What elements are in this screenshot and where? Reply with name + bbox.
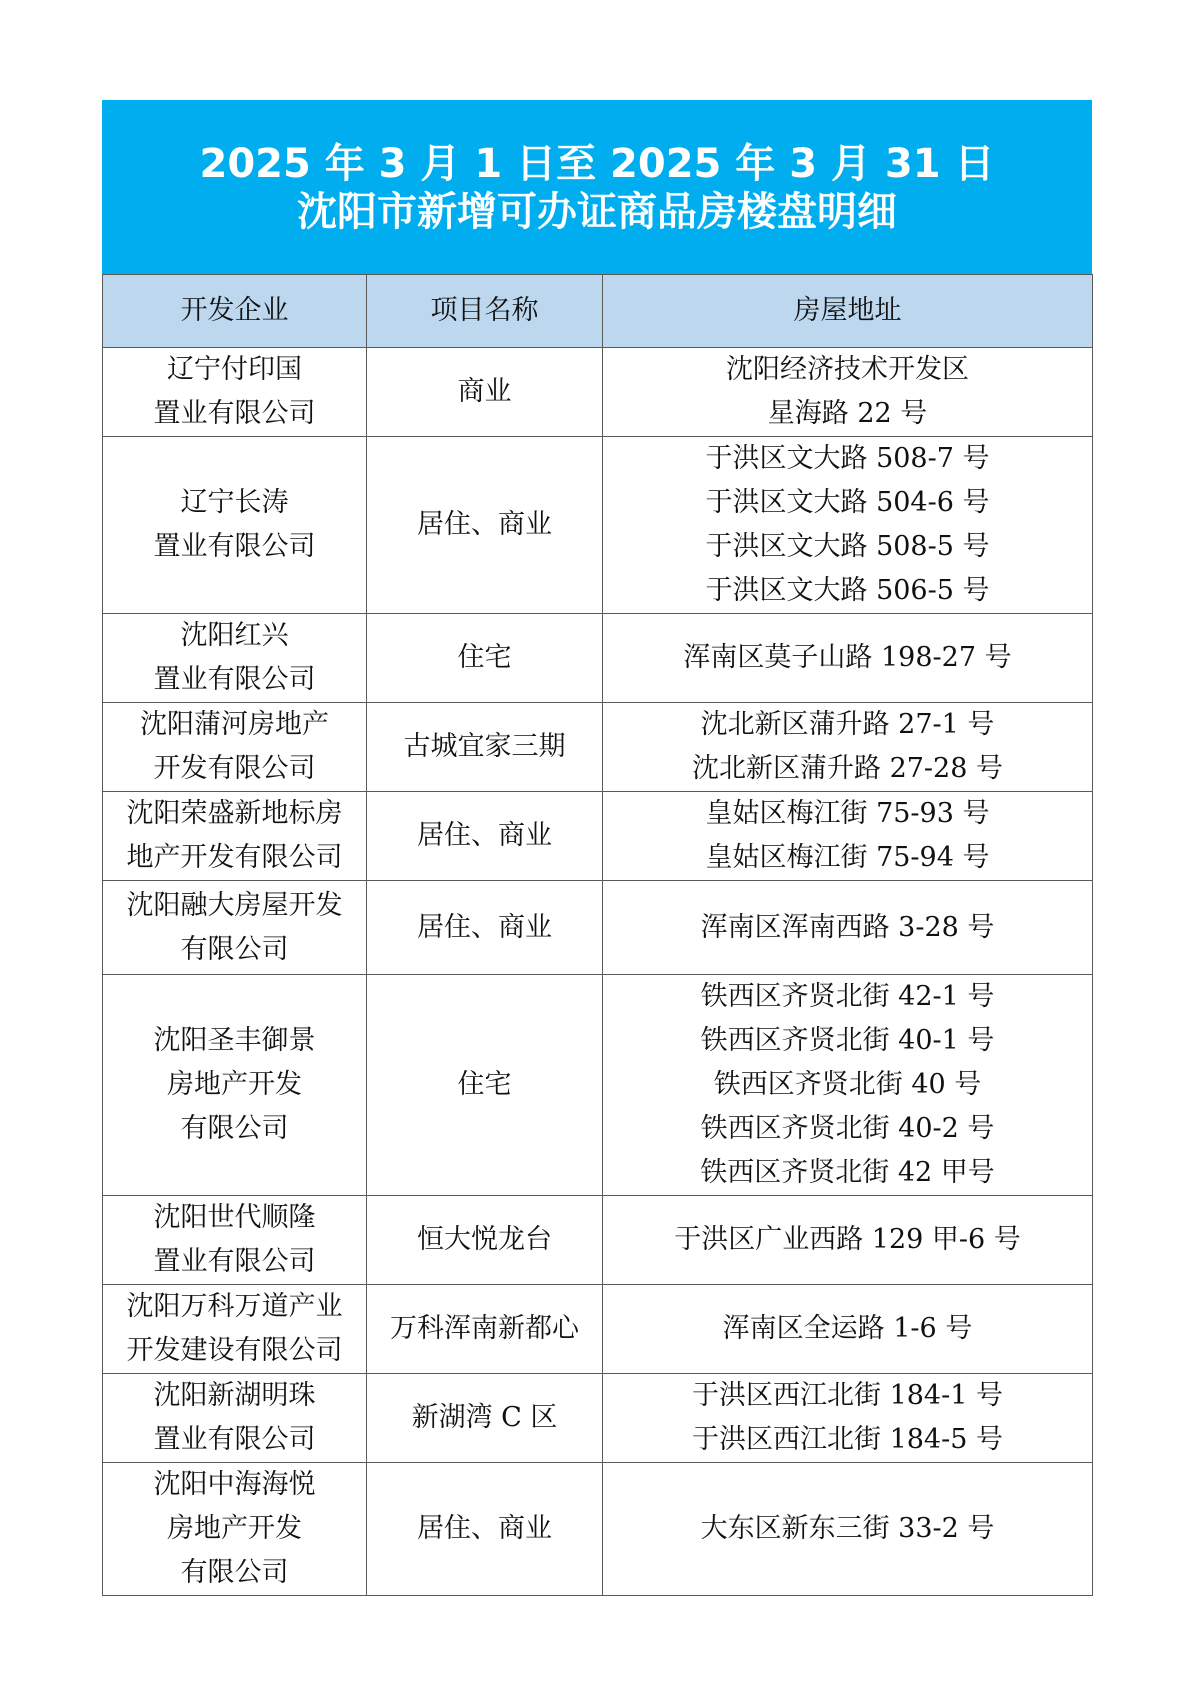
address-line: 于洪区文大路 508-7 号 (705, 443, 990, 474)
developer-cell (103, 792, 367, 881)
project-cell (367, 437, 603, 614)
developer-line: 沈阳圣丰御景 (153, 1025, 316, 1056)
project-line: 居住、商业 (417, 911, 552, 943)
address-line: 于洪区西江北街 184-1 号 (691, 1380, 1003, 1411)
address-cell (603, 614, 1093, 703)
developer-line: 置业有限公司 (153, 1246, 316, 1277)
header-row (103, 275, 1093, 348)
address-line: 铁西区齐贤北街 40-1 号 (700, 1025, 995, 1056)
address-line: 浑南区全运路 1-6 号 (722, 1313, 973, 1344)
header-address: 房屋地址 (603, 275, 1093, 348)
address-cell (603, 437, 1093, 614)
address-line: 皇姑区梅江街 75-93 号 (705, 798, 990, 829)
developer-cell (103, 1196, 367, 1285)
project-line: 商业 (457, 376, 512, 407)
table-body (103, 348, 1093, 1596)
address-line: 沈北新区蒲升路 27-1 号 (700, 709, 995, 740)
developer-line: 沈阳新湖明珠 (153, 1380, 316, 1411)
developer-line: 辽宁长涛 (180, 487, 289, 518)
developer-cell (103, 881, 367, 975)
project-cell (367, 792, 603, 881)
developer-line: 沈阳中海海悦 (153, 1469, 316, 1500)
address-line: 于洪区文大路 508-5 号 (705, 531, 990, 562)
title-date-range: 2025 年 3 月 1 日至 2025 年 3 月 31 日 (199, 141, 995, 187)
developer-line: 置业有限公司 (153, 1424, 316, 1455)
developer-line: 辽宁付印国 (167, 354, 302, 385)
address-cell (603, 1196, 1093, 1285)
address-cell (603, 703, 1093, 792)
developer-line: 沈阳荣盛新地标房 (126, 798, 343, 829)
table-header (103, 275, 1093, 348)
developer-cell (103, 1374, 367, 1463)
address-cell (603, 348, 1093, 437)
project-line: 古城宜家三期 (403, 731, 566, 762)
project-cell (367, 614, 603, 703)
address-line: 皇姑区梅江街 75-94 号 (705, 842, 990, 873)
address-line: 于洪区广业西路 129 甲-6 号 (674, 1224, 1021, 1255)
project-cell (367, 1374, 603, 1463)
project-line: 居住、商业 (417, 820, 552, 851)
address-line: 星海路 22 号 (767, 398, 928, 429)
project-cell (367, 975, 603, 1196)
developer-cell (103, 614, 367, 703)
developer-line: 沈阳红兴 (180, 620, 289, 651)
table-row (103, 881, 1093, 975)
project-cell (367, 703, 603, 792)
address-cell (603, 1374, 1093, 1463)
developer-cell (103, 437, 367, 614)
title-banner (102, 100, 1092, 274)
address-line: 沈北新区蒲升路 27-28 号 (691, 753, 1003, 784)
developer-line: 有限公司 (180, 933, 289, 965)
developer-cell (103, 348, 367, 437)
table-row (103, 975, 1093, 1196)
developer-cell (103, 1285, 367, 1374)
project-line: 居住、商业 (417, 509, 552, 540)
project-line: 恒大悦龙台 (417, 1224, 552, 1255)
address-line: 铁西区齐贤北街 40-2 号 (700, 1113, 995, 1144)
developer-line: 开发有限公司 (153, 753, 316, 784)
listings-table (102, 274, 1093, 1596)
developer-line: 地产开发有限公司 (126, 842, 343, 873)
project-line: 住宅 (457, 642, 512, 673)
address-line: 铁西区齐贤北街 42 甲号 (700, 1157, 995, 1188)
address-cell (603, 1463, 1093, 1596)
project-cell (367, 1463, 603, 1596)
address-cell (603, 975, 1093, 1196)
developer-line: 房地产开发 (167, 1513, 302, 1544)
developer-line: 置业有限公司 (153, 664, 316, 695)
table-row (103, 1285, 1093, 1374)
table-row (103, 348, 1093, 437)
address-line: 于洪区文大路 506-5 号 (705, 575, 990, 606)
address-line: 于洪区文大路 504-6 号 (705, 487, 990, 518)
table-row (103, 1196, 1093, 1285)
developer-line: 有限公司 (180, 1557, 289, 1588)
developer-line: 沈阳世代顺隆 (153, 1202, 316, 1233)
developer-line: 沈阳蒲河房地产 (140, 709, 329, 740)
developer-line: 开发建设有限公司 (126, 1335, 343, 1366)
address-line: 浑南区莫子山路 198-27 号 (683, 642, 1012, 673)
project-line: 住宅 (457, 1069, 512, 1100)
developer-line: 置业有限公司 (153, 531, 316, 562)
project-line: 万科浑南新都心 (390, 1313, 579, 1344)
developer-line: 房地产开发 (167, 1069, 302, 1100)
title-subject: 沈阳市新增可办证商品房楼盘明细 (297, 189, 897, 235)
table-row (103, 437, 1093, 614)
project-cell (367, 1196, 603, 1285)
developer-line: 沈阳融大房屋开发 (126, 889, 343, 921)
address-line: 沈阳经济技术开发区 (726, 354, 969, 385)
project-cell (367, 1285, 603, 1374)
address-cell (603, 1285, 1093, 1374)
address-cell (603, 792, 1093, 881)
project-cell (367, 881, 603, 975)
table-row (103, 703, 1093, 792)
project-cell (367, 348, 603, 437)
header-developer: 开发企业 (103, 275, 367, 348)
table-row (103, 1463, 1093, 1596)
document-sheet (102, 100, 1092, 1596)
developer-line: 沈阳万科万道产业 (126, 1291, 343, 1322)
table-row (103, 792, 1093, 881)
developer-line: 置业有限公司 (153, 398, 316, 429)
project-line: 居住、商业 (417, 1513, 552, 1544)
project-line: 新湖湾 C 区 (411, 1402, 558, 1433)
address-cell (603, 881, 1093, 975)
address-line: 于洪区西江北街 184-5 号 (691, 1424, 1003, 1455)
developer-cell (103, 703, 367, 792)
developer-line: 有限公司 (180, 1113, 289, 1144)
table-row (103, 1374, 1093, 1463)
address-line: 浑南区浑南西路 3-28 号 (700, 911, 995, 943)
address-line: 大东区新东三街 33-2 号 (700, 1513, 995, 1544)
address-line: 铁西区齐贤北街 40 号 (713, 1069, 982, 1100)
developer-cell (103, 1463, 367, 1596)
address-line: 铁西区齐贤北街 42-1 号 (700, 981, 995, 1012)
header-project: 项目名称 (367, 275, 603, 348)
developer-cell (103, 975, 367, 1196)
table-row (103, 614, 1093, 703)
